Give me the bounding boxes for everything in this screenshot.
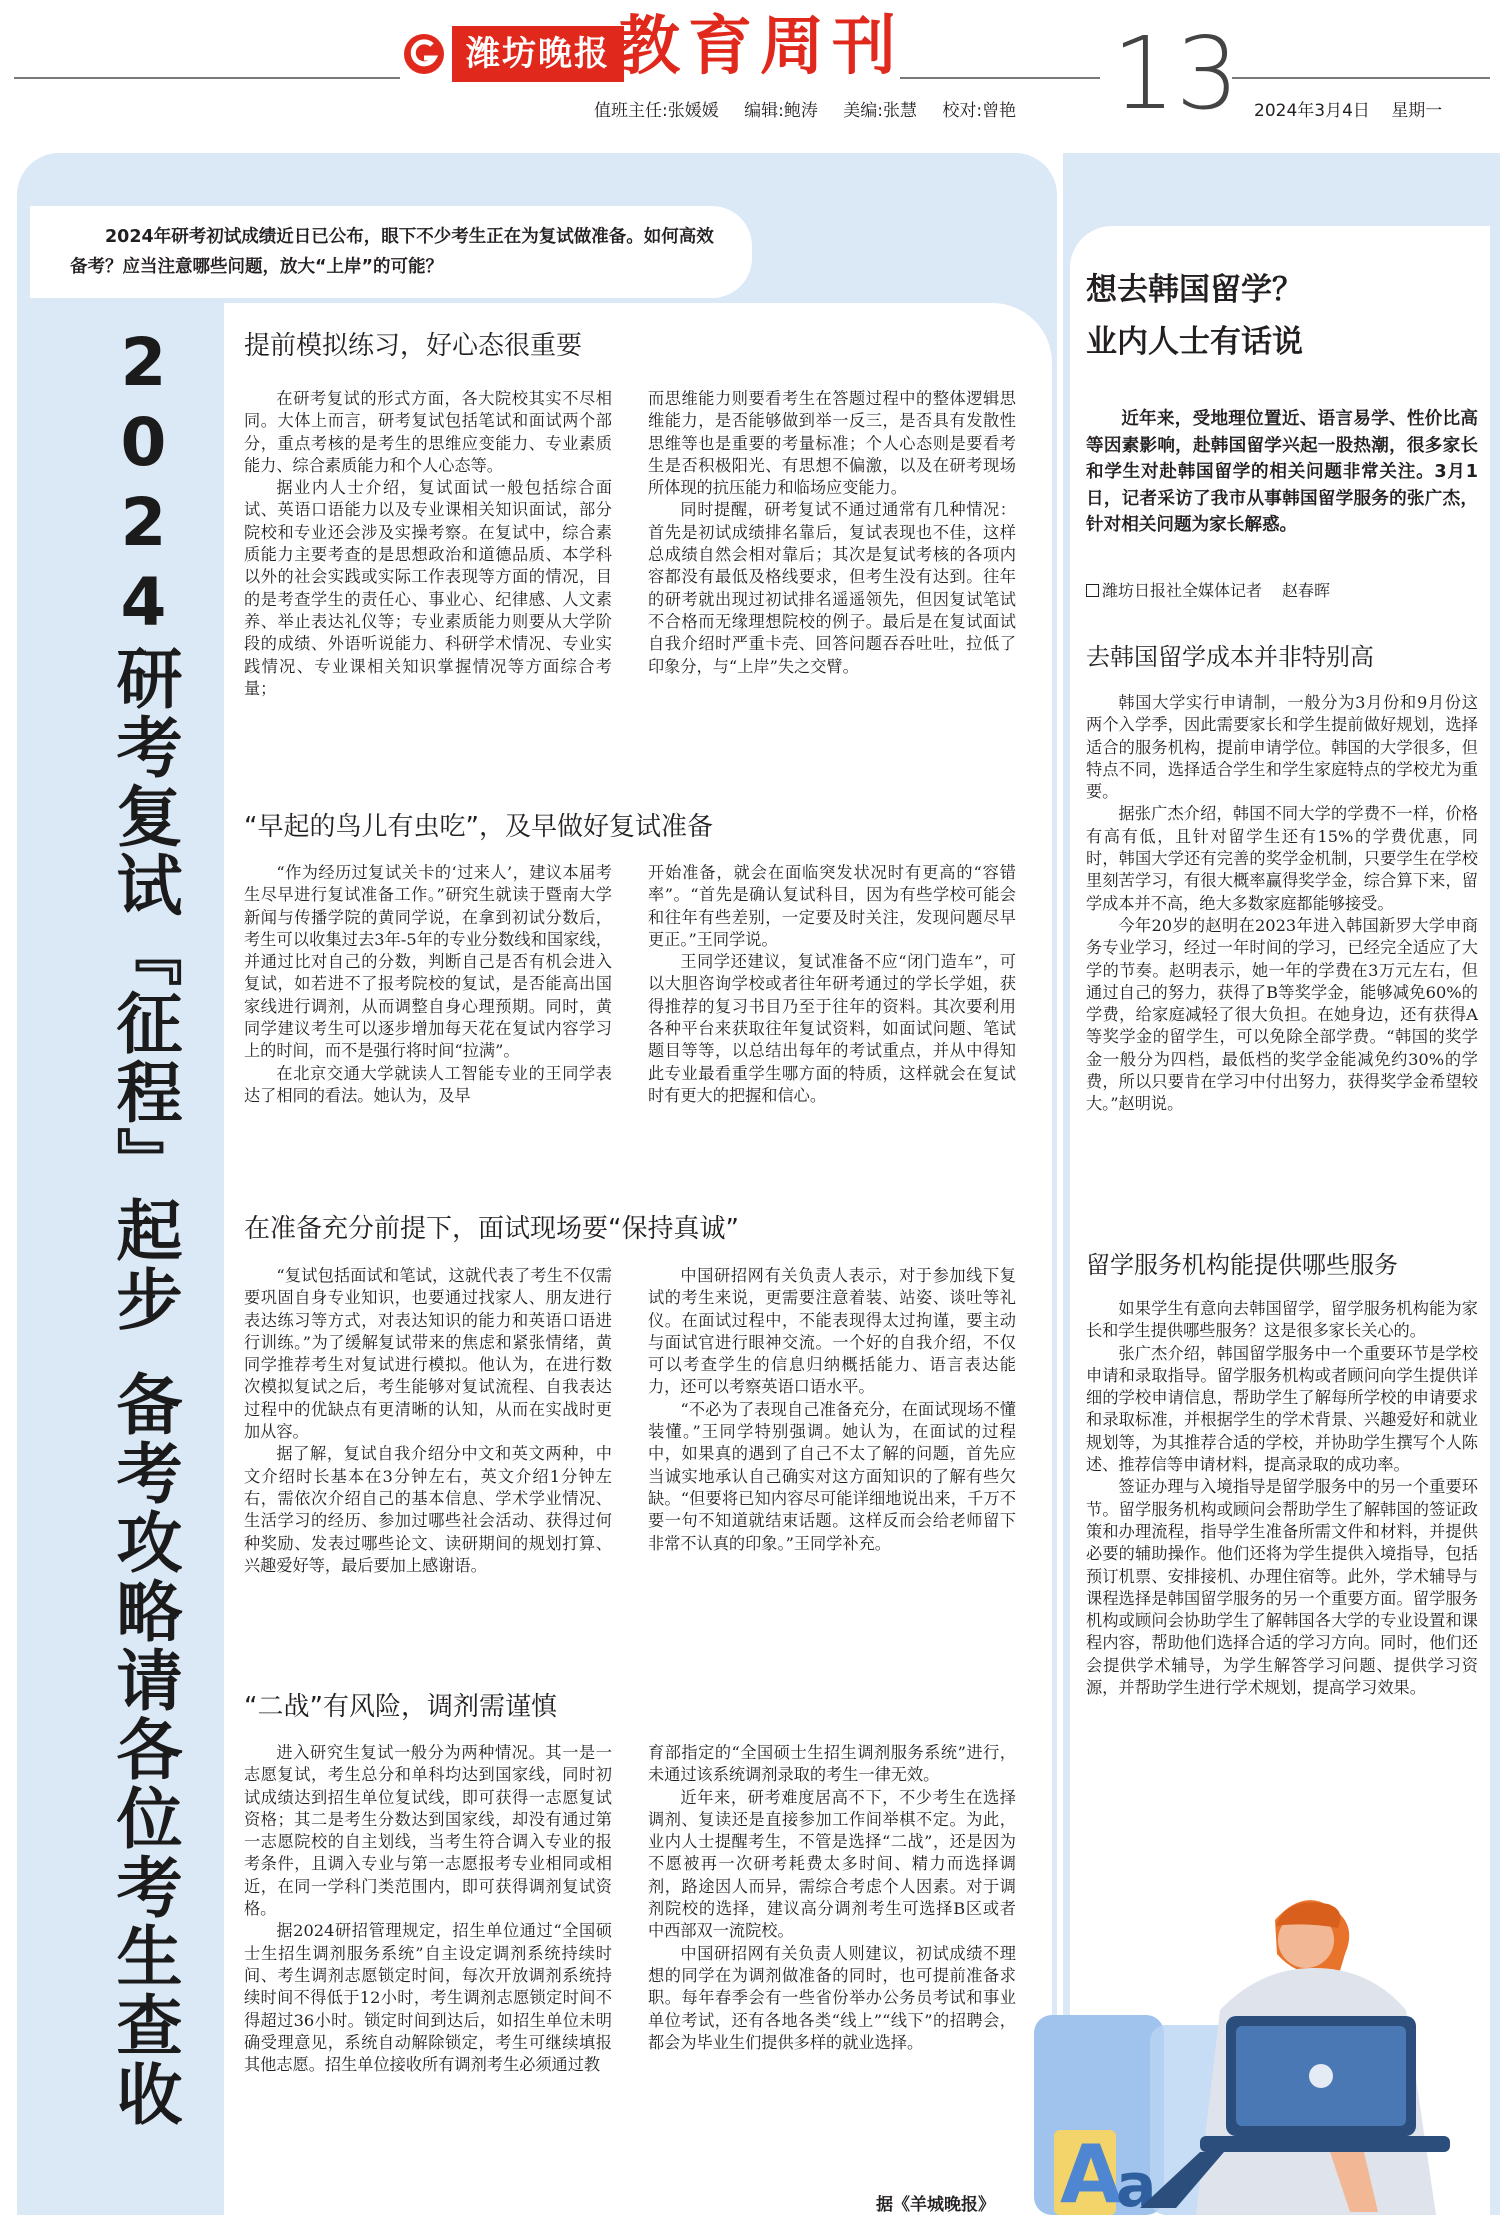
page-number: 13 — [1112, 15, 1240, 132]
edition-title: 教育周刊 — [616, 10, 904, 84]
paragraph: 签证办理与入境指导是留学服务中的另一个重要环节。留学服务机构或顾问会帮助学生了解韩国的签证政策和办理流程，指导学生准备所需文件和材料，并提供必要的辅助操作。他们还将为学生提供入境指导，包括预订机票、安排接机、办理住宿等。此外，学术辅导与课程选择是韩国留学服务的另一个重要方面。留学服务机构或顾问会协助学生了解韩国各大学的专业设置和课程内容，帮助他们选择合适的学习方向。同时，他们还会提供学术辅导，为学生解答学习问题、提供学习资源，并帮助学生进行学术规划，提高学习效果。 — [1086, 1477, 1478, 1698]
section-4-right-column — [648, 1742, 1016, 2054]
byline-author: 赵春晖 — [1282, 581, 1331, 600]
paragraph: 据2024研招管理规定，招生单位通过“全国硕士生招生调剂服务系统”自主设定调剂系统持续时间、考生调剂志愿锁定时间，每次开放调剂系统持续时间不得低于12小时，考生调剂志愿锁定时间不得超过36小时。锁定时间到达后，如招生单位未明确受理意见，系统自动解除锁定，考生可继续填报其他志愿。招生单位接收所有调剂考生必须通过教 — [244, 1921, 612, 2075]
byline-text: 潍坊日报社全媒体记者 — [1102, 581, 1263, 600]
side-article-headline — [1086, 264, 1303, 368]
date-text: 2024年3月4日 — [1254, 101, 1370, 121]
side-section-heading-1: 去韩国留学成本并非特别高 — [1086, 643, 1374, 671]
svg-text:a: a — [1116, 2151, 1157, 2215]
paragraph: 育部指定的“全国硕士生招生调剂服务系统”进行，未通过该系统调剂录取的考生一律无效。 — [648, 1743, 1016, 1785]
headline-part-1: 2024研考复试『征程』起步 — [105, 324, 182, 1334]
main-article-headline — [56, 324, 182, 2129]
paragraph: 在研考复试的形式方面，各大院校其实不尽相同。大体上而言，研考复试包括笔试和面试两个部分，重点考核的是考生的思维应变能力、专业素质能力、综合素质能力和个人心态等。 — [244, 389, 612, 475]
byline-box-icon — [1086, 584, 1099, 597]
side-article-intro — [1086, 406, 1478, 539]
paragraph: “复试包括面试和笔试，这就代表了考生不仅需要巩固自身专业知识，也要通过找家人、朋友进行表达练习等方式，对表达知识的能力和英语口语进行训练。”为了缓解复试带来的焦虑和紧张情绪，黄同学推荐考生对复试进行模拟。他认为，在进行数次模拟复试之后，考生能够对复试流程、自我表达过程中的优缺点有更清晰的认知，从而在实战时更加从容。 — [244, 1266, 612, 1442]
svg-text:A: A — [1060, 2128, 1122, 2215]
side-headline-line-1: 想去韩国留学？ — [1086, 272, 1303, 308]
section-3-left-column — [244, 1265, 612, 1577]
paragraph: 如果学生有意向去韩国留学，留学服务机构能为家长和学生提供哪些服务？这是很多家长关心的。 — [1086, 1299, 1478, 1341]
paragraph: 据了解，复试自我介绍分中文和英文两种，中文介绍时长基本在3分钟左右，英文介绍1分钟左右，需依次介绍自己的基本信息、学术学业情况、生活学习的经历、参加过哪些社会活动、获得过何种奖励、发表过哪些论文、读研期间的规划打算、兴趣爱好等，最后要加上感谢语。 — [244, 1444, 612, 1575]
paragraph: 同时提醒，研考复试不通过通常有几种情况：首先是初试成绩排名靠后，复试表现也不佳，这样总成绩自然会相对靠后；其次是复试考核的各项内容都没有最低及格线要求，但考生没有达到。往年的研考就出现过初试排名遥遥领先，但因复试笔试不合格而无缘理想院校的例子。最后是在复试面试自我介绍时严重卡壳、回答问题吞吞吐吐，拉低了印象分，与“上岸”失之交臂。 — [648, 500, 1016, 676]
paragraph: “不必为了表现自己准备充分，在面试现场不懂装懂。”王同学特别强调。她认为，在面试的过程中，如果真的遇到了自己不太了解的问题，首先应当诚实地承认自己确实对这方面知识的了解有些欠缺。“但要将已知内容尽可能详细地说出来，千万不要一句不知道就结束话题。这样反而会给老师留下非常不认真的印象。”王同学补充。 — [648, 1399, 1016, 1553]
student-laptop-illustration — [1030, 1830, 1500, 2215]
paragraph: 而思维能力则要看考生在答题过程中的整体逻辑思维能力，是否能够做到举一反三，是否具有发散性思维等也是重要的考量标准；个人心态则是要看考生是否积极阳光、有思想不偏激，以及在研考现场所体现的抗压能力和临场应变能力。 — [648, 389, 1016, 498]
staff-credits — [594, 96, 1036, 121]
headline-part-2: 备考攻略请各位考生查收 — [105, 1370, 182, 2129]
side-intro-text: 近年来，受地理位置近、语言易学、性价比高等因素影响，赴韩国留学兴起一股热潮，很多家长和学生对赴韩国留学的相关问题非常关注。3月1日，记者采访了我市从事韩国留学服务的张广杰，针对相关问题为家长解惑。 — [1086, 409, 1478, 535]
proofreader: 校对:曾艳 — [942, 101, 1017, 121]
issue-date — [1254, 96, 1458, 121]
paragraph: 中国研招网有关负责人则建议，初试成绩不理想的同学在为调剂做准备的同时，也可提前准备求职。每年春季会有一些省份举办公务员考试和事业单位考试，还有各地各类“线上”“线下”的招聘会，都会为毕业生们提供多样的就业选择。 — [648, 1943, 1016, 2052]
paragraph: 近年来，研考难度居高不下，不少考生在选择调剂、复读还是直接参加工作间举棋不定。为此，业内人士提醒考生，不管是选择“二战”，还是因为不愿被再一次研考耗费太多时间、精力而选择调剂，路途因人而异，需综合考虑个人因素。对于调剂院校的选择，建议高分调剂考生可选择B区或者中西部双一流院校。 — [648, 1787, 1016, 1941]
section-heading-2: “早起的鸟儿有虫吃”，及早做好复试准备 — [244, 812, 713, 842]
paragraph: 进入研究生复试一般分为两种情况。其一是一志愿复试，考生总分和单科均达到国家线，同时初试成绩达到招生单位复试线，即可获得一志愿复试资格；其二是考生分数达到国家线，却没有通过第一志愿院校的自主划线，当考生符合调入专业的报考条件，且调入专业与第一志愿报考专业相同或相近，在同一学科门类范围内，即可获得调剂复试资格。 — [244, 1743, 612, 1919]
section-heading-4: “二战”有风险，调剂需谨慎 — [244, 1692, 557, 1722]
side-section-1-text — [1086, 692, 1478, 1116]
paragraph: 今年20岁的赵明在2023年进入韩国新罗大学申商务专业学习，经过一年时间的学习，已经完全适应了大学的节奏。赵明表示，她一年的学费在3万元左右，但通过自己的努力，获得了B等奖学金，能够减免60%的学费，给家庭减轻了很大负担。在她身边，还有获得A等奖学金的留学生，可以免除全部学费。“韩国的奖学金一般分为四档，最低档的奖学金能减免约30%的学费，所以只要肯在学习中付出努力，获得奖学金希望较大。”赵明说。 — [1086, 915, 1478, 1114]
editor-on-duty: 值班主任:张媛媛 — [594, 101, 719, 121]
section-1-left-column — [244, 388, 612, 700]
designer: 美编:张慧 — [843, 101, 918, 121]
newspaper-name: 潍坊晚报 — [452, 26, 624, 82]
paragraph: 开始准备，就会在面临突发状况时有更高的“容错率”。“首先是确认复试科目，因为有些学校可能会和往年有些差别，一定要及时关注，发现问题尽早更正。”王同学说。 — [648, 863, 1016, 949]
section-3-right-column — [648, 1265, 1016, 1555]
section-2-left-column — [244, 862, 612, 1107]
paragraph: 张广杰介绍，韩国留学服务中一个重要环节是学校申请和录取指导。留学服务机构或者顾问向学生提供详细的学校申请信息，帮助学生了解每所学校的申请要求和录取标准，并根据学生的学术背景、兴趣爱好和就业规划等，为其推荐合适的学校，并协助学生撰写个人陈述、推荐信等申请材料，提高录取的成功率。 — [1086, 1343, 1478, 1475]
section-2-right-column — [648, 862, 1016, 1107]
paragraph: 据业内人士介绍，复试面试一般包括综合面试、英语口语能力以及专业课相关知识面试，部分院校和专业还会涉及实操考察。在复试中，综合素质能力主要考查的是思想政治和道德品质、本学科以外的社会实践或实际工作表现等方面的情况，目的是考查学生的责任心、事业心、纪律感、人文素养、举止表达礼仪等；专业素质能力则要从大学阶段的成绩、外语听说能力、科研学术情况、专业实践情况、专业课相关知识掌握情况等方面综合考量； — [244, 478, 612, 698]
paragraph: 据张广杰介绍，韩国不同大学的学费不一样，价格有高有低，且针对留学生还有15%的学费优惠，同时，韩国大学还有完善的奖学金机制，只要学生在学校里刻苦学习，有很大概率赢得奖学金，综合算下来，留学成本并不高，绝大多数家庭都能够接受。 — [1086, 804, 1478, 913]
intro-line-2: 备。如何高效备考？应当注意哪些问题，放大“上岸”的可能？ — [70, 227, 714, 277]
paragraph: 在北京交通大学就读人工智能专业的王同学表达了相同的看法。她认为，及早 — [244, 1063, 612, 1105]
masthead-rule-right — [1232, 77, 1490, 79]
side-headline-line-2: 业内人士有话说 — [1086, 324, 1303, 360]
editor: 编辑:鲍涛 — [744, 101, 818, 121]
intro-line-1: 2024年研考初试成绩近日已公布，眼下不少考生正在为复试做准 — [105, 227, 609, 247]
side-section-heading-2: 留学服务机构能提供哪些服务 — [1086, 1251, 1398, 1279]
newspaper-logo-icon — [404, 34, 444, 74]
section-4-left-column — [244, 1742, 612, 2076]
paragraph: 王同学还建议，复试准备不应“闭门造车”，可以大胆咨询学校或者往年研考通过的学长学姐，获得推荐的复习书目乃至于往年的资料。其次要利用各种平台来获取往年复试资料，如面试问题、笔试题目等等，以总结出每年的考试重点，并从中得知此专业最看重学生哪方面的特质，这样就会在复试时有更大的把握和信心。 — [648, 952, 1016, 1105]
paragraph: 中国研招网有关负责人表示，对于参加线下复试的考生来说，更需要注意着装、站姿、谈吐等礼仪。在面试过程中，不能表现得太过拘谨，要主动与面试官进行眼神交流。一个好的自我介绍，不仅可以考查学生的信息归纳概括能力、语言表达能力，还可以考察英语口语水平。 — [648, 1266, 1016, 1397]
side-article-byline — [1086, 578, 1330, 601]
section-heading-1: 提前模拟练习，好心态很重要 — [244, 331, 583, 361]
main-article-intro — [30, 206, 752, 298]
section-heading-3: 在准备充分前提下，面试现场要“保持真诚” — [244, 1214, 739, 1244]
masthead-rule-left — [14, 77, 400, 79]
section-1-right-column — [648, 388, 1016, 678]
paragraph: 韩国大学实行申请制，一般分为3月份和9月份这两个入学季，因此需要家长和学生提前做好规划，选择适合的服务机构，提前申请学位。韩国的大学很多，但特点不同，选择适合学生和学生家庭特点的学校尤为重要。 — [1086, 693, 1478, 802]
masthead-rule-middle — [900, 77, 1100, 79]
article-source: 据《羊城晚报》 — [876, 2195, 995, 2215]
side-section-2-text — [1086, 1298, 1478, 1699]
paragraph: “作为经历过复试关卡的‘过来人’，建议本届考生尽早进行复试准备工作。”研究生就读于暨南大学新闻与传播学院的黄同学说，在拿到初试分数后，考生可以收集过去3年-5年的专业分数线和国家线，并通过比对自己的分数，判断自己是否有机会进入复试，如若进不了报考院校的复试，是否能高出国家线进行调剂，从而调整自身心理预期。同时，黄同学建议考生可以逐步增加每天花在复试内容学习上的时间，而不是强行将时间“拉满”。 — [244, 863, 612, 1061]
weekday-text: 星期一 — [1391, 101, 1443, 121]
